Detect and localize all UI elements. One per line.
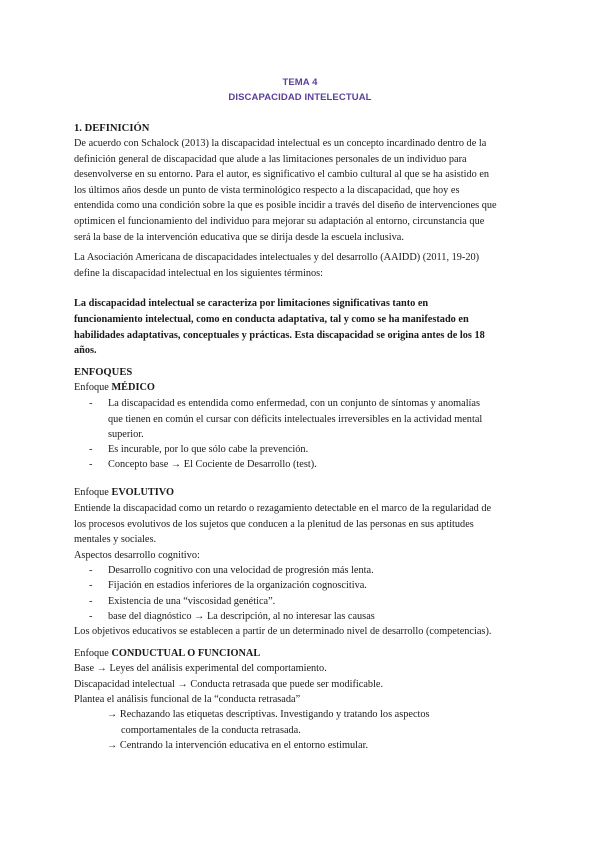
text-line: superior. bbox=[108, 429, 144, 441]
subheading-evolutivo bbox=[74, 485, 530, 501]
text-line: entendida como una condición sobre la que es posible incidir a través del diseño de intervenciones que bbox=[74, 200, 497, 212]
text-line: Fijación en estadios inferiores de la organización cognoscitiva. bbox=[108, 580, 367, 591]
subheading-name: EVOLUTIVO bbox=[111, 487, 174, 498]
bullet-item bbox=[89, 442, 519, 458]
text-line: habilidades adaptativas, conceptuales y prácticas. Esta discapacidad se origina antes de los 18 bbox=[74, 329, 485, 341]
dash-bullet-icon: - bbox=[89, 565, 93, 576]
bullet-item bbox=[89, 563, 519, 579]
bullet-item bbox=[89, 594, 519, 610]
text-line: → Centrando la intervención educativa en el entorno estimular. bbox=[107, 740, 369, 751]
topic-title: DISCAPACIDAD INTELECTUAL bbox=[228, 92, 372, 103]
text-line: mentales y sociales. bbox=[74, 534, 157, 546]
text-line: Concepto base → El Cociente de Desarrollo (test). bbox=[108, 459, 317, 470]
dash-bullet-icon: - bbox=[89, 580, 93, 591]
text-line: La discapacidad es entendida como enfermedad, con un conjunto de síntomas y anomalías bbox=[108, 398, 480, 409]
text-line: Aspectos desarrollo cognitivo: bbox=[74, 549, 200, 561]
text-line: los últimos años desde un punto de vista terminológico respecto a la discapacidad, que hoy es bbox=[74, 184, 460, 196]
text-line: La discapacidad intelectual se caracteriza por limitaciones significativas tanto en bbox=[74, 298, 429, 309]
text-line: optimicen el funcionamiento del individuo para mejorar su adaptación al entorno, circunstancia que bbox=[74, 215, 485, 227]
text-line: De acuerdo con Schalock (2013) la discapacidad intelectual es un concepto incardinado dentro de la bbox=[74, 138, 487, 149]
subheading-medico bbox=[74, 380, 530, 396]
conductual-lines bbox=[74, 661, 530, 708]
text-line: La Asociación Americana de discapacidades intelectuales y del desarrollo (AAIDD) (2011, 19-20) bbox=[74, 252, 480, 263]
subheading-prefix: Enfoque bbox=[74, 382, 112, 393]
text-line: Es incurable, por lo que sólo cabe la prevención. bbox=[108, 444, 309, 455]
text-line: definición general de discapacidad que alude a las limitaciones personales de un individuo para bbox=[74, 153, 467, 165]
section-heading-enfoques: ENFOQUES bbox=[74, 367, 133, 378]
definition-paragraph-2 bbox=[74, 250, 530, 281]
subheading-name: MÉDICO bbox=[111, 382, 155, 393]
text-line: que tienen en común el cursar con déficits intelectuales irreversibles en la actividad mental bbox=[108, 413, 483, 425]
arrow-item bbox=[107, 738, 522, 754]
dash-bullet-icon: - bbox=[89, 459, 93, 470]
subheading-prefix: Enfoque bbox=[74, 648, 112, 659]
arrow-item bbox=[107, 707, 522, 738]
text-line: los procesos evolutivos de los sujetos que conducen a la plenitud de las personas en sus aptitudes bbox=[74, 518, 474, 530]
text-line: Plantea el análisis funcional de la “conducta retrasada” bbox=[74, 694, 301, 706]
text-line: años. bbox=[74, 345, 97, 357]
text-line: Desarrollo cognitivo con una velocidad de progresión más lenta. bbox=[108, 565, 374, 576]
text-line: será la base de la intervención educativa que se dirija desde la escuela inclusiva. bbox=[74, 231, 404, 243]
text-line: → Rechazando las etiquetas descriptivas. Investigando y tratando los aspectos bbox=[107, 709, 430, 720]
subheading-conductual bbox=[74, 646, 530, 662]
text-line: define la discapacidad intelectual en los siguientes términos: bbox=[74, 267, 324, 279]
bullet-item bbox=[89, 396, 519, 443]
aaidd-definition-quote bbox=[74, 296, 534, 359]
definition-paragraph-1 bbox=[74, 136, 530, 245]
text-line: Entiende la discapacidad como un retardo o rezagamiento detectable en el marco de la regularidad de bbox=[74, 503, 492, 514]
dash-bullet-icon: - bbox=[89, 611, 93, 622]
bullet-item bbox=[89, 457, 519, 473]
text-line: funcionamiento intelectual, como en conducta adaptativa, tal y como se ha manifestado en bbox=[74, 313, 469, 325]
text-line: Los objetivos educativos se establecen a partir de un determinado nivel de desarrollo (competencias). bbox=[74, 626, 492, 637]
text-line: base del diagnóstico → La descripción, al no interesar las causas bbox=[108, 611, 375, 622]
bullet-item bbox=[89, 578, 519, 594]
evolutivo-closing bbox=[74, 617, 530, 640]
section-heading-definicion: 1. DEFINICIÓN bbox=[74, 123, 150, 134]
evolutivo-paragraph bbox=[74, 501, 530, 563]
subheading-prefix: Enfoque bbox=[74, 487, 112, 498]
dash-bullet-icon: - bbox=[89, 596, 93, 607]
dash-bullet-icon: - bbox=[89, 398, 93, 409]
topic-number: TEMA 4 bbox=[282, 77, 318, 88]
text-line: Existencia de una “viscosidad genética”. bbox=[108, 596, 276, 607]
text-line: comportamentales de la conducta retrasada. bbox=[121, 724, 301, 736]
subheading-name: CONDUCTUAL O FUNCIONAL bbox=[111, 648, 261, 659]
text-line: desenvolverse en su entorno. Para el autor, es significativo el cambio cultural al que se ha asistido en bbox=[74, 169, 490, 181]
text-line: Base → Leyes del análisis experimental del comportamiento. bbox=[74, 663, 327, 674]
text-line: Discapacidad intelectual → Conducta retrasada que puede ser modificable. bbox=[74, 678, 384, 690]
dash-bullet-icon: - bbox=[89, 444, 93, 455]
